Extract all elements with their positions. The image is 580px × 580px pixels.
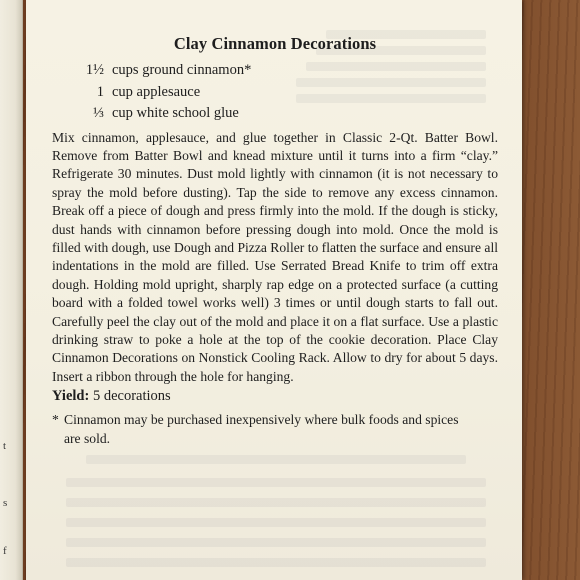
- ingredient-list: [52, 60, 498, 125]
- recipe-method: Mix cinnamon, applesauce, and glue together in Classic 2-Qt. Batter Bowl. Remove from Batter Bowl and knead mixture until it turns into a firm “clay.” Refrigerate 30 minutes. Dust mold lightly with cinnamon (it is not necessary to spray the mold before dusting). Tap the side to remove any excess cinnamon. Break off a piece of dough and press firmly into the mold. If the dough is sticky, dust hands with cinnamon before pressing dough into mold. Once the mold is filled with dough, use Dough and Pizza Roller to flatten the surface and ensure all indentations in the mold are filled. Use Serrated Bread Knife to trim off extra dough. Holding mold upright, sharply rap edge on a protected surface (a cutting board with a folded towel works well) 3 times or until dough starts to fall out. Carefully peel the clay out of the mold and place it on a flat surface. Use a plastic drinking straw to poke a hole at the top of the cookie decoration. Place Clay Cinnamon Decorations on Nonstick Cooling Rack. Allow to dry for about 5 days. Insert a ribbon through the hole for hanging.: [52, 129, 498, 384]
- footnote-text: Cinnamon may be purchased inexpensively where bulk foods and spices are sold.: [64, 412, 459, 446]
- facing-page-letter: f: [3, 545, 7, 557]
- ingredient-item: [52, 82, 498, 104]
- recipe-content: [52, 34, 498, 448]
- recipe-footnote: [52, 411, 498, 448]
- facing-page-edge: [0, 0, 23, 580]
- yield-value: 5 decorations: [92, 388, 171, 405]
- ingredient-item: [52, 60, 498, 82]
- recipe-title: Clay Cinnamon Decorations: [173, 34, 377, 53]
- ingredient-item: [52, 103, 498, 125]
- ingredient-quantity: 1: [96, 83, 104, 100]
- ingredient-name: cup applesauce: [112, 83, 201, 100]
- facing-page-letter: s: [3, 497, 8, 509]
- ingredient-quantity: ⅓: [93, 105, 104, 121]
- recipe-page: [26, 0, 522, 580]
- ingredient-quantity: 1½: [85, 62, 104, 78]
- yield-label: Yield:: [52, 388, 90, 405]
- ingredient-name: cups ground cinnamon*: [112, 62, 252, 78]
- facing-page-letter: t: [3, 440, 7, 452]
- recipe-yield: [52, 388, 498, 405]
- footnote-mark: *: [52, 412, 59, 428]
- ingredient-name: cup white school glue: [112, 105, 239, 121]
